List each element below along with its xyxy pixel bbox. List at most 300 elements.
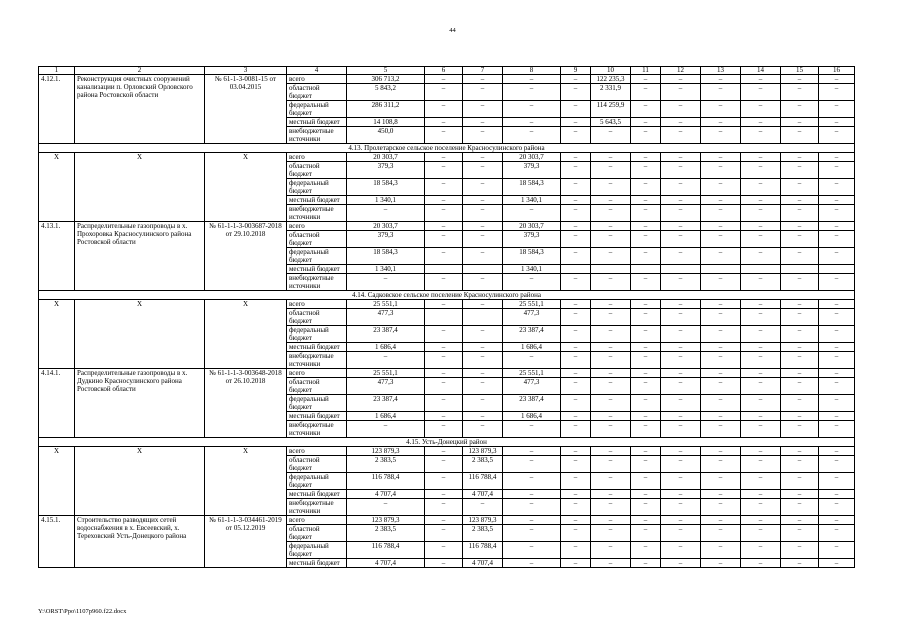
value-cell: –: [819, 127, 855, 144]
value-cell: –: [463, 75, 503, 84]
value-cell: –: [591, 205, 631, 222]
value-cell: –: [561, 456, 591, 473]
value-cell: –: [741, 309, 781, 326]
value-cell: –: [347, 499, 425, 516]
value-cell: 477,3: [347, 378, 425, 395]
value-cell: –: [819, 473, 855, 490]
value-cell: –: [591, 395, 631, 412]
value-cell: –: [741, 369, 781, 378]
value-cell: 18 584,3: [503, 179, 561, 196]
value-cell: –: [561, 343, 591, 352]
object-code: X: [39, 153, 75, 222]
value-cell: –: [661, 473, 701, 490]
value-cell: –: [561, 326, 591, 343]
value-cell: 1 686,4: [503, 412, 561, 421]
value-cell: –: [503, 84, 561, 101]
funding-source: федеральный бюджет: [287, 248, 347, 265]
value-cell: –: [661, 196, 701, 205]
value-cell: 1 340,1: [503, 196, 561, 205]
value-cell: –: [819, 118, 855, 127]
value-cell: –: [701, 118, 741, 127]
value-cell: –: [661, 456, 701, 473]
funding-source: федеральный бюджет: [287, 473, 347, 490]
value-cell: –: [701, 127, 741, 144]
funding-source: местный бюджет: [287, 343, 347, 352]
object-name: Распределительные газопроводы в х. Прохоровка Красносулинского района Ростовской области: [75, 222, 205, 291]
value-cell: –: [503, 205, 561, 222]
value-cell: –: [781, 101, 819, 118]
value-cell: –: [819, 542, 855, 559]
funding-source: внебюджетные источники: [287, 352, 347, 369]
value-cell: –: [347, 205, 425, 222]
value-cell: –: [425, 525, 463, 542]
value-cell: –: [561, 274, 591, 291]
value-cell: –: [701, 447, 741, 456]
value-cell: –: [591, 162, 631, 179]
value-cell: –: [741, 516, 781, 525]
value-cell: –: [741, 343, 781, 352]
value-cell: 18 584,3: [347, 179, 425, 196]
value-cell: –: [561, 222, 591, 231]
value-cell: –: [425, 369, 463, 378]
column-number: 11: [631, 67, 661, 75]
section-title: 4.15. Усть-Донецкий район: [39, 438, 855, 447]
column-number: 13: [701, 67, 741, 75]
value-cell: –: [781, 179, 819, 196]
value-cell: –: [631, 516, 661, 525]
value-cell: –: [463, 248, 503, 265]
value-cell: –: [425, 222, 463, 231]
value-cell: 2 383,5: [463, 456, 503, 473]
value-cell: –: [631, 179, 661, 196]
value-cell: –: [591, 179, 631, 196]
value-cell: –: [819, 222, 855, 231]
value-cell: –: [741, 118, 781, 127]
value-cell: –: [781, 343, 819, 352]
value-cell: –: [463, 118, 503, 127]
value-cell: –: [463, 162, 503, 179]
value-cell: 2 331,9: [591, 84, 631, 101]
value-cell: –: [561, 127, 591, 144]
value-cell: –: [463, 231, 503, 248]
funding-source: местный бюджет: [287, 196, 347, 205]
value-cell: –: [631, 118, 661, 127]
value-cell: –: [425, 205, 463, 222]
object-document: № 61-1-3-0081-15 от 03.04.2015: [205, 75, 287, 144]
value-cell: –: [819, 421, 855, 438]
value-cell: –: [591, 378, 631, 395]
value-cell: –: [701, 525, 741, 542]
value-cell: –: [661, 378, 701, 395]
value-cell: –: [425, 559, 463, 568]
value-cell: –: [591, 412, 631, 421]
section-title: 4.14. Садковское сельское поселение Красносулинского района: [39, 291, 855, 300]
value-cell: –: [591, 542, 631, 559]
value-cell: –: [631, 101, 661, 118]
value-cell: –: [425, 248, 463, 265]
value-cell: –: [425, 75, 463, 84]
value-cell: –: [819, 395, 855, 412]
value-cell: –: [701, 153, 741, 162]
value-cell: –: [741, 101, 781, 118]
value-cell: –: [591, 447, 631, 456]
value-cell: –: [781, 205, 819, 222]
value-cell: 25 551,1: [347, 300, 425, 309]
value-cell: –: [503, 447, 561, 456]
value-cell: [781, 265, 819, 274]
funding-source: областной бюджет: [287, 378, 347, 395]
value-cell: [819, 265, 855, 274]
value-cell: 20 303,7: [347, 222, 425, 231]
value-cell: –: [701, 84, 741, 101]
value-cell: –: [631, 300, 661, 309]
value-cell: –: [701, 542, 741, 559]
funding-source: всего: [287, 447, 347, 456]
value-cell: 116 788,4: [463, 542, 503, 559]
value-cell: –: [741, 473, 781, 490]
value-cell: 477,3: [503, 378, 561, 395]
value-cell: –: [631, 75, 661, 84]
value-cell: –: [591, 473, 631, 490]
value-cell: –: [463, 499, 503, 516]
value-cell: –: [425, 300, 463, 309]
value-cell: –: [741, 456, 781, 473]
value-cell: –: [701, 516, 741, 525]
value-cell: –: [701, 248, 741, 265]
value-cell: –: [503, 542, 561, 559]
value-cell: –: [661, 525, 701, 542]
value-cell: [425, 265, 463, 274]
value-cell: –: [561, 447, 591, 456]
value-cell: –: [631, 421, 661, 438]
value-cell: [561, 265, 591, 274]
value-cell: –: [819, 162, 855, 179]
value-cell: –: [781, 473, 819, 490]
value-cell: –: [781, 490, 819, 499]
value-cell: –: [701, 456, 741, 473]
value-cell: –: [631, 248, 661, 265]
table-body: [39, 67, 855, 568]
value-cell: –: [631, 196, 661, 205]
table-row: [39, 153, 855, 162]
value-cell: –: [661, 222, 701, 231]
value-cell: 5 843,2: [347, 84, 425, 101]
value-cell: –: [463, 101, 503, 118]
object-document: X: [205, 300, 287, 369]
value-cell: –: [661, 499, 701, 516]
value-cell: –: [425, 231, 463, 248]
value-cell: –: [503, 101, 561, 118]
object-document: X: [205, 153, 287, 222]
value-cell: –: [561, 369, 591, 378]
value-cell: 123 879,3: [463, 447, 503, 456]
value-cell: –: [561, 75, 591, 84]
object-name: Строительство разводящих сетей водоснабжения в х. Евсеевский, х. Тереховский Усть-Донецкого района: [75, 516, 205, 568]
funding-source: местный бюджет: [287, 412, 347, 421]
value-cell: 123 879,3: [347, 447, 425, 456]
value-cell: –: [425, 352, 463, 369]
object-name: Реконструкция очистных сооружений канализации п. Орловский Орловского района Ростовской области: [75, 75, 205, 144]
value-cell: 20 303,7: [347, 153, 425, 162]
funding-source: федеральный бюджет: [287, 542, 347, 559]
value-cell: –: [781, 326, 819, 343]
value-cell: –: [591, 222, 631, 231]
value-cell: –: [819, 525, 855, 542]
value-cell: –: [781, 412, 819, 421]
value-cell: –: [463, 196, 503, 205]
value-cell: –: [561, 118, 591, 127]
value-cell: –: [631, 231, 661, 248]
value-cell: [661, 265, 701, 274]
value-cell: –: [661, 179, 701, 196]
column-number: 2: [75, 67, 205, 75]
value-cell: 379,3: [503, 231, 561, 248]
value-cell: –: [631, 326, 661, 343]
value-cell: –: [561, 490, 591, 499]
value-cell: –: [463, 369, 503, 378]
value-cell: –: [425, 343, 463, 352]
value-cell: –: [781, 456, 819, 473]
funding-source: внебюджетные источники: [287, 205, 347, 222]
value-cell: –: [561, 352, 591, 369]
value-cell: –: [561, 205, 591, 222]
value-cell: –: [347, 274, 425, 291]
value-cell: –: [819, 559, 855, 568]
value-cell: –: [463, 300, 503, 309]
object-name: X: [75, 300, 205, 369]
value-cell: –: [701, 326, 741, 343]
value-cell: 25 551,1: [503, 300, 561, 309]
value-cell: 1 340,1: [347, 196, 425, 205]
value-cell: –: [631, 84, 661, 101]
value-cell: –: [741, 378, 781, 395]
value-cell: –: [631, 343, 661, 352]
value-cell: –: [741, 490, 781, 499]
value-cell: –: [741, 274, 781, 291]
value-cell: –: [591, 369, 631, 378]
value-cell: –: [701, 378, 741, 395]
value-cell: 1 686,4: [503, 343, 561, 352]
value-cell: –: [463, 84, 503, 101]
value-cell: –: [661, 395, 701, 412]
value-cell: 116 788,4: [463, 473, 503, 490]
value-cell: 114 259,9: [591, 101, 631, 118]
object-name: X: [75, 447, 205, 516]
value-cell: –: [425, 499, 463, 516]
object-document: № 61-1-1-3-003687-2018 от 29.10.2018: [205, 222, 287, 291]
value-cell: 14 108,8: [347, 118, 425, 127]
value-cell: –: [819, 205, 855, 222]
value-cell: –: [781, 75, 819, 84]
value-cell: –: [561, 153, 591, 162]
value-cell: –: [701, 499, 741, 516]
value-cell: –: [661, 274, 701, 291]
value-cell: –: [591, 490, 631, 499]
page-number: 44: [449, 27, 456, 34]
value-cell: –: [661, 205, 701, 222]
value-cell: –: [591, 456, 631, 473]
value-cell: –: [591, 352, 631, 369]
funding-source: областной бюджет: [287, 231, 347, 248]
value-cell: –: [661, 101, 701, 118]
value-cell: –: [591, 525, 631, 542]
object-document: № 61-1-1-3-034461-2019 от 05.12.2019: [205, 516, 287, 568]
value-cell: –: [819, 179, 855, 196]
footer-file-path: Y:\ORST\Ppo\1107p960.f22.docx: [38, 608, 127, 615]
value-cell: –: [819, 248, 855, 265]
value-cell: –: [741, 395, 781, 412]
funding-source: федеральный бюджет: [287, 395, 347, 412]
value-cell: –: [819, 499, 855, 516]
value-cell: –: [561, 196, 591, 205]
value-cell: –: [661, 231, 701, 248]
value-cell: –: [701, 412, 741, 421]
value-cell: –: [819, 196, 855, 205]
value-cell: –: [781, 274, 819, 291]
value-cell: –: [631, 205, 661, 222]
value-cell: –: [701, 75, 741, 84]
value-cell: –: [561, 309, 591, 326]
funding-source: внебюджетные источники: [287, 421, 347, 438]
value-cell: –: [701, 309, 741, 326]
value-cell: –: [701, 559, 741, 568]
value-cell: –: [819, 369, 855, 378]
value-cell: –: [781, 231, 819, 248]
value-cell: –: [661, 162, 701, 179]
value-cell: –: [781, 352, 819, 369]
value-cell: –: [781, 378, 819, 395]
value-cell: –: [591, 300, 631, 309]
object-name: Распределительные газопроводы в х. Дудкино Красносулинского района Ростовской области: [75, 369, 205, 438]
value-cell: –: [631, 542, 661, 559]
value-cell: –: [819, 447, 855, 456]
value-cell: 1 340,1: [347, 265, 425, 274]
value-cell: –: [425, 473, 463, 490]
value-cell: –: [561, 101, 591, 118]
value-cell: –: [819, 456, 855, 473]
value-cell: 25 551,1: [503, 369, 561, 378]
value-cell: –: [463, 153, 503, 162]
value-cell: –: [701, 300, 741, 309]
value-cell: 477,3: [503, 309, 561, 326]
table-row: [39, 300, 855, 309]
value-cell: 23 387,4: [347, 326, 425, 343]
column-number: 8: [503, 67, 561, 75]
value-cell: –: [561, 421, 591, 438]
value-cell: –: [561, 542, 591, 559]
object-code: 4.13.1.: [39, 222, 75, 291]
value-cell: –: [741, 559, 781, 568]
value-cell: –: [503, 118, 561, 127]
value-cell: –: [781, 369, 819, 378]
value-cell: –: [741, 326, 781, 343]
value-cell: –: [781, 248, 819, 265]
object-code: 4.12.1.: [39, 75, 75, 144]
value-cell: –: [591, 231, 631, 248]
value-cell: –: [819, 274, 855, 291]
value-cell: [631, 265, 661, 274]
funding-source: областной бюджет: [287, 525, 347, 542]
value-cell: [463, 309, 503, 326]
value-cell: –: [701, 352, 741, 369]
value-cell: –: [591, 559, 631, 568]
value-cell: –: [741, 352, 781, 369]
budget-table: [38, 66, 855, 568]
value-cell: –: [503, 525, 561, 542]
value-cell: –: [741, 84, 781, 101]
value-cell: 116 788,4: [347, 473, 425, 490]
value-cell: –: [819, 490, 855, 499]
object-name: X: [75, 153, 205, 222]
value-cell: –: [819, 153, 855, 162]
funding-source: всего: [287, 516, 347, 525]
value-cell: –: [503, 559, 561, 568]
value-cell: –: [661, 369, 701, 378]
value-cell: –: [661, 412, 701, 421]
value-cell: –: [741, 196, 781, 205]
column-number: 12: [661, 67, 701, 75]
value-cell: –: [425, 196, 463, 205]
value-cell: –: [741, 421, 781, 438]
value-cell: –: [781, 525, 819, 542]
value-cell: –: [463, 127, 503, 144]
value-cell: –: [741, 153, 781, 162]
value-cell: –: [463, 421, 503, 438]
value-cell: –: [425, 153, 463, 162]
value-cell: –: [425, 179, 463, 196]
value-cell: –: [819, 343, 855, 352]
value-cell: –: [741, 127, 781, 144]
value-cell: –: [425, 118, 463, 127]
value-cell: 4 707,4: [463, 490, 503, 499]
value-cell: 4 707,4: [347, 559, 425, 568]
value-cell: –: [701, 231, 741, 248]
value-cell: –: [561, 559, 591, 568]
value-cell: [463, 265, 503, 274]
value-cell: –: [701, 395, 741, 412]
value-cell: –: [561, 516, 591, 525]
section-row: [39, 291, 855, 300]
value-cell: [741, 265, 781, 274]
value-cell: –: [741, 300, 781, 309]
value-cell: –: [781, 118, 819, 127]
column-number: 1: [39, 67, 75, 75]
value-cell: –: [781, 421, 819, 438]
funding-source: федеральный бюджет: [287, 179, 347, 196]
section-row: [39, 438, 855, 447]
value-cell: –: [631, 352, 661, 369]
value-cell: –: [701, 343, 741, 352]
funding-source: всего: [287, 75, 347, 84]
value-cell: –: [781, 499, 819, 516]
value-cell: –: [741, 75, 781, 84]
value-cell: –: [661, 352, 701, 369]
value-cell: –: [591, 248, 631, 265]
value-cell: –: [463, 352, 503, 369]
value-cell: –: [701, 162, 741, 179]
column-number: 7: [463, 67, 503, 75]
value-cell: –: [819, 309, 855, 326]
table-row: [39, 516, 855, 525]
column-number: 16: [819, 67, 855, 75]
value-cell: [701, 265, 741, 274]
value-cell: –: [591, 326, 631, 343]
column-number: 4: [287, 67, 347, 75]
value-cell: –: [661, 516, 701, 525]
value-cell: –: [503, 127, 561, 144]
value-cell: –: [781, 127, 819, 144]
value-cell: –: [819, 412, 855, 421]
